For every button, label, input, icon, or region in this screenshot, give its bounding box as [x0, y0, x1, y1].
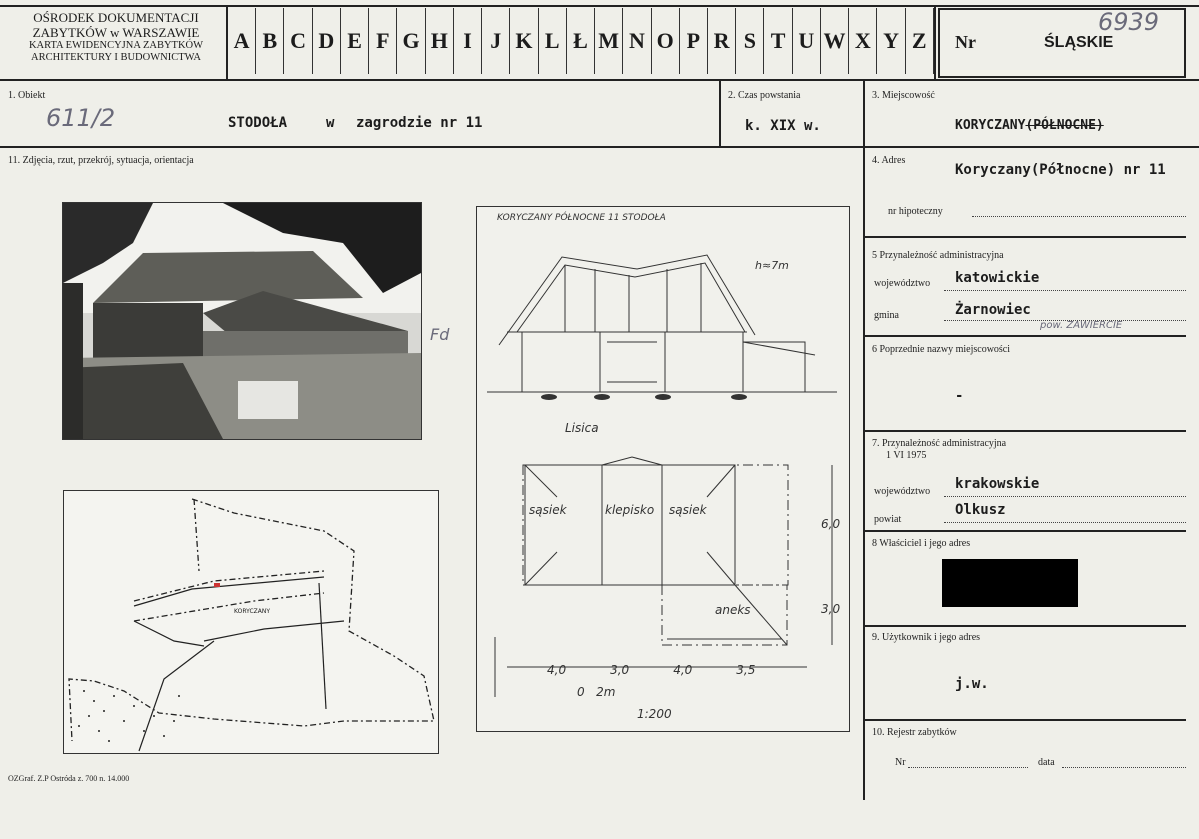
powiat-line: [944, 522, 1186, 523]
row1-div1: [719, 80, 721, 146]
index-letters: [228, 8, 934, 74]
adres-label: 4. Adres: [872, 155, 906, 166]
woj2-label: województwo: [874, 486, 931, 497]
woj2-value: krakowskie: [955, 476, 1040, 492]
row1-bottom: [0, 146, 1199, 148]
obiekt-name: STODOŁA: [228, 115, 288, 131]
rejestr-nr-label: Nr: [895, 757, 906, 768]
rejestr-label: 10. Rejestr zabytków: [872, 727, 957, 738]
situation-map: [63, 490, 439, 754]
obiekt-place: zagrodzie nr 11: [356, 115, 483, 131]
miejscowosc-main: KORYCZANY: [955, 118, 1026, 133]
barn-drawing: [476, 206, 850, 732]
poprzednie-value: -: [955, 388, 964, 404]
index-letter: Y: [877, 8, 905, 74]
woj-line: [944, 290, 1186, 291]
index-letter: K: [510, 8, 538, 74]
header-bottom-border: [0, 79, 1199, 81]
miejscowosc-value: [955, 118, 1104, 133]
index-letter: M: [595, 8, 623, 74]
index-letter: T: [764, 8, 792, 74]
index-letter: C: [284, 8, 312, 74]
gmina-value: Żarnowiec: [955, 302, 1031, 318]
right-column-divider: [863, 80, 865, 800]
index-letter: U: [793, 8, 821, 74]
redacted-owner: [942, 559, 1078, 607]
hipoteczny-line: [972, 216, 1186, 217]
obiekt-label: 1. Obiekt: [8, 90, 46, 101]
czas-label: 2. Czas powstania: [728, 90, 801, 101]
wlasciciel-label: 8 Właściciel i jego adres: [872, 538, 971, 549]
obiekt-code: 611/2: [46, 104, 116, 132]
label-sasiek2: sąsiek: [669, 503, 707, 517]
dim-v2: 3,0: [821, 602, 841, 616]
powiat-value: Olkusz: [955, 502, 1006, 518]
label-lisica: Lisica: [565, 421, 599, 435]
row5-bottom: [864, 335, 1186, 337]
dims-horizontal: [547, 663, 755, 677]
hipoteczny-label: nr hipoteczny: [888, 206, 943, 217]
index-letter: J: [482, 8, 510, 74]
gmina-label: gmina: [874, 310, 899, 321]
poprzednie-label: 6 Poprzednie nazwy miejscowości: [872, 344, 1011, 355]
index-letter: P: [680, 8, 708, 74]
index-letter: F: [369, 8, 397, 74]
index-letter: W: [821, 8, 849, 74]
miejscowosc-struck: (PÓŁNOCNE): [1025, 118, 1104, 133]
dim-horizontal: 4,0: [673, 663, 693, 677]
dim-v1: 6,0: [821, 517, 841, 531]
header-divider-2: [934, 5, 936, 79]
scale-bar: 0 2m: [577, 685, 616, 699]
dim-horizontal: 3,5: [736, 663, 756, 677]
drawing-scale: 1:200: [637, 707, 672, 721]
card-number: 6939: [1098, 8, 1160, 36]
card-line2: ARCHITEKTURY I BUDOWNICTWA: [31, 52, 201, 63]
region-label: ŚLĄSKIE: [1044, 34, 1114, 51]
index-letter: D: [313, 8, 341, 74]
row8-bottom: [864, 625, 1186, 627]
institution-line1: OŚRODEK DOKUMENTACJI: [33, 10, 199, 25]
label-klepisko: klepisko: [605, 503, 655, 517]
rejestr-data-line: [1062, 767, 1186, 768]
drawing-height-note: h≈7m: [755, 259, 789, 272]
woj-label: województwo: [874, 278, 931, 289]
przyn-label: 5 Przynależność administracyjna: [872, 250, 1004, 261]
label-sasiek1: sąsiek: [529, 503, 567, 517]
barn-photo-image: [63, 203, 421, 439]
barn-photo: [62, 202, 422, 440]
index-letter: R: [708, 8, 736, 74]
miejscowosc-label: 3. Miejscowość: [872, 90, 935, 101]
index-letter: O: [652, 8, 680, 74]
row7-bottom: [864, 530, 1186, 532]
row6-bottom: [864, 430, 1186, 432]
nr-label: Nr: [955, 32, 976, 52]
rejestr-nr-line: [908, 767, 1028, 768]
situation-map-drawing: [64, 491, 438, 753]
index-letter: I: [454, 8, 482, 74]
index-letter: Z: [906, 8, 934, 74]
row9-bottom: [864, 719, 1186, 721]
index-letter: L: [539, 8, 567, 74]
footer-print: OZGraf. Z.P Ostróda z. 700 n. 14.000: [8, 774, 130, 783]
index-letter: B: [256, 8, 284, 74]
adres-value: Koryczany(Północne) nr 11: [955, 162, 1166, 178]
index-letter: H: [426, 8, 454, 74]
uzytkownik-value: j.w.: [955, 676, 989, 692]
powiat-handwritten: pow. ZAWIERCIE: [1040, 320, 1123, 331]
drawing-title: KORYCZANY PÓŁNOCNE 11 STODOŁA: [497, 213, 666, 223]
card-line1: KARTA EWIDENCYJNA ZABYTKÓW: [28, 40, 204, 51]
przyn2-label: 7. Przynależność administracyjna: [872, 438, 1007, 449]
index-letter: A: [228, 8, 256, 74]
index-letter: E: [341, 8, 369, 74]
index-letter: S: [736, 8, 764, 74]
photo-mark: Fd: [430, 325, 450, 344]
dim-horizontal: 4,0: [547, 663, 567, 677]
obiekt-w: w: [326, 115, 335, 131]
top-border: [0, 5, 1199, 7]
zdjecia-label: 11. Zdjęcia, rzut, przekrój, sytuacja, orientacja: [8, 155, 194, 166]
czas-value: k. XIX w.: [745, 118, 821, 134]
woj2-line: [944, 496, 1186, 497]
label-aneks: aneks: [715, 603, 751, 617]
rejestr-data-label: data: [1038, 757, 1055, 768]
woj-value: katowickie: [955, 270, 1040, 286]
row4-bottom: [864, 236, 1186, 238]
index-letter: Ł: [567, 8, 595, 74]
index-letter: G: [397, 8, 425, 74]
dim-horizontal: 3,0: [610, 663, 630, 677]
przyn2-date: 1 VI 1975: [886, 450, 927, 461]
institution-line2: ZABYTKÓW w WARSZAWIE: [32, 25, 200, 40]
institution-block: [6, 10, 226, 64]
uzytkownik-label: 9. Użytkownik i jego adres: [872, 632, 981, 643]
map-village-label: KORYCZANY: [234, 608, 271, 615]
powiat-label: powiat: [874, 514, 902, 525]
index-letter: X: [849, 8, 877, 74]
barn-elevation-and-plan: [477, 207, 849, 731]
index-letter: N: [623, 8, 651, 74]
